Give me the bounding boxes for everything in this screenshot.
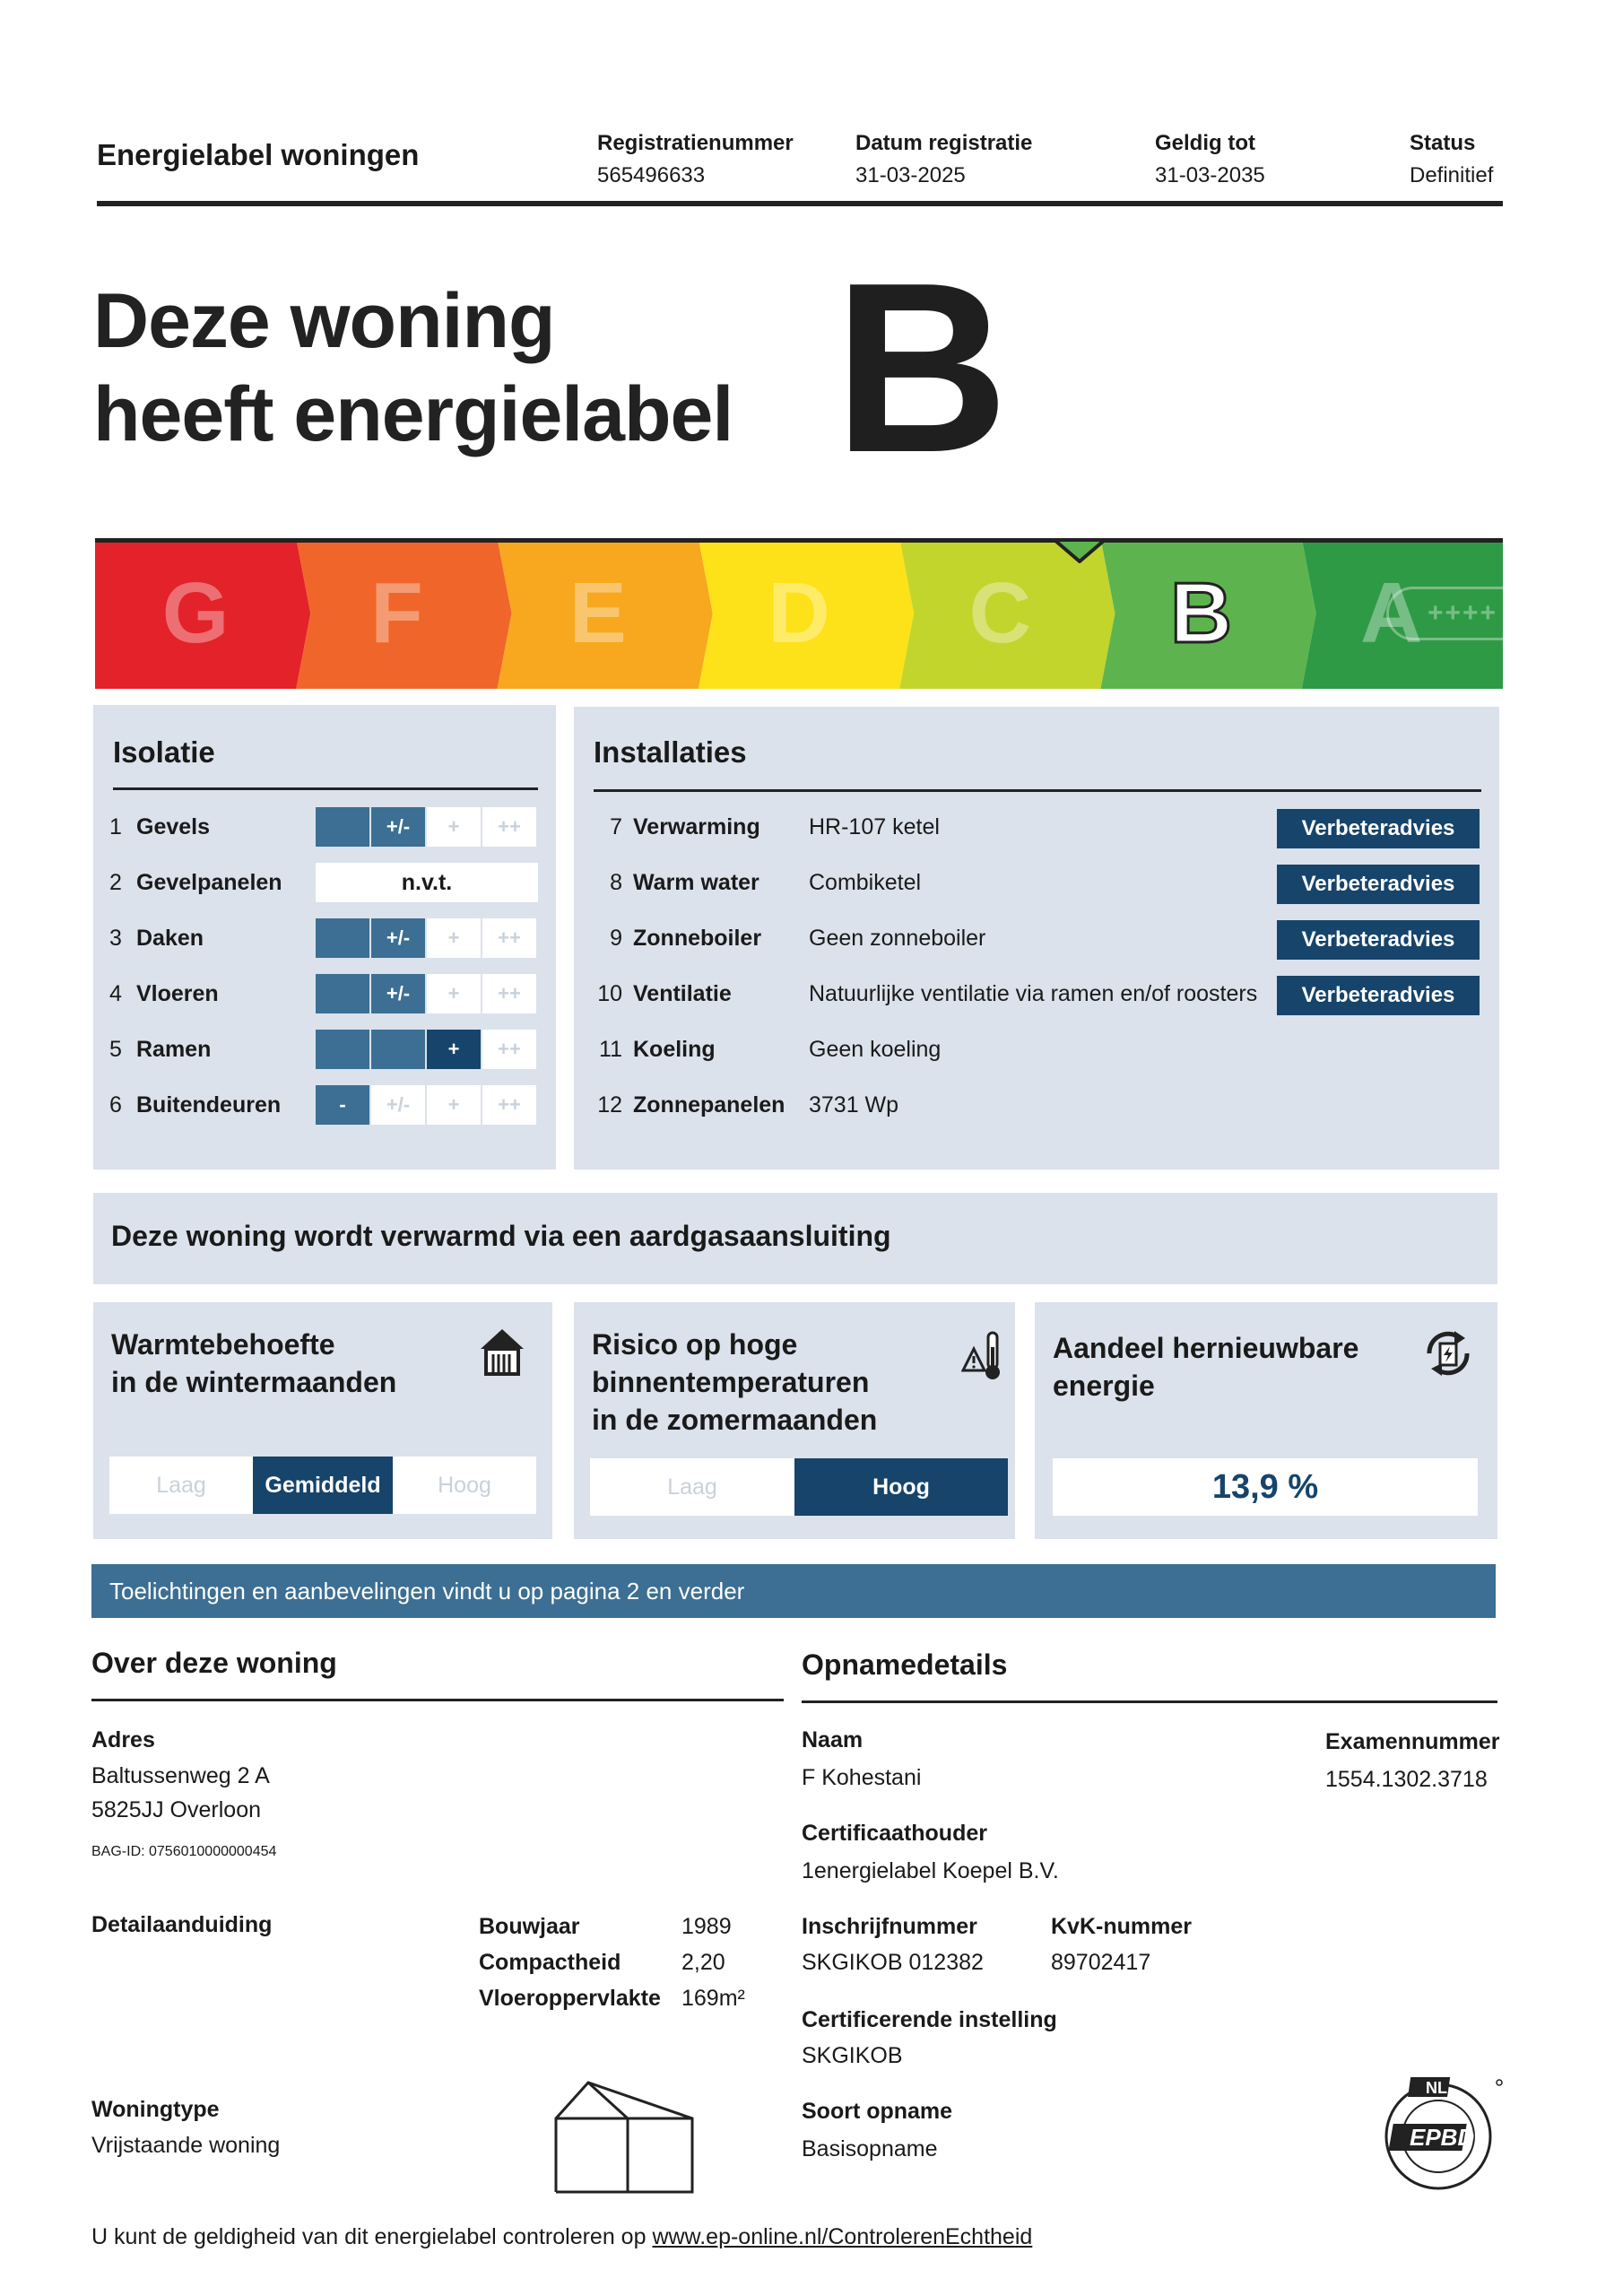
- installatie-row: [592, 918, 985, 958]
- header-divider: [97, 201, 1503, 206]
- scale-letter-d: D: [768, 565, 830, 661]
- isolatie-row: [109, 863, 282, 902]
- isolatie-row-label: Gevelpanelen: [136, 869, 282, 895]
- isolatie-row-number: 1: [109, 813, 122, 839]
- warmte-level-laag: Laag: [109, 1457, 253, 1514]
- isolatie-meter: [316, 1030, 538, 1069]
- isolatie-meter-cell: [316, 1030, 369, 1069]
- installatie-row-number: 12: [597, 1091, 622, 1118]
- isolatie-row-label: Ramen: [136, 1036, 212, 1062]
- installatie-row-number: 11: [599, 1036, 622, 1062]
- heating-note-panel: [93, 1193, 1497, 1284]
- energy-scale: [95, 538, 1503, 689]
- adres-line-2: 5825JJ Overloon: [91, 1797, 262, 1822]
- warmtebehoefte-title-line-2: in de wintermaanden: [111, 1366, 397, 1398]
- hernieuwbaar-panel: [1035, 1302, 1497, 1539]
- isolatie-meter-cell: +/-: [371, 807, 425, 847]
- installatie-row-number: 10: [597, 980, 622, 1006]
- registration-date: 31-03-2025: [855, 163, 966, 187]
- installatie-row: [592, 863, 921, 902]
- instelling-label: Certificerende instelling: [802, 2007, 1057, 2032]
- woningtype-value: Vrijstaande woning: [91, 2133, 281, 2158]
- isolatie-meter-cell: +: [427, 807, 481, 847]
- certificaathouder-value: 1energielabel Koepel B.V.: [802, 1858, 1059, 1883]
- isolatie-title: Isolatie: [113, 735, 215, 769]
- warmtebehoefte-title: [111, 1326, 396, 1401]
- isolatie-row-label: Gevels: [136, 813, 211, 839]
- isolatie-meter-cell: ++: [482, 807, 536, 847]
- inschrijfnummer-value: SKGIKOB 012382: [802, 1950, 984, 1975]
- isolatie-meter-cell: [316, 974, 369, 1013]
- headline-line-1: Deze woning: [93, 278, 555, 364]
- valid-until-label: Geldig tot: [1155, 131, 1255, 155]
- isolatie-meter-cell: +/-: [371, 974, 425, 1013]
- warmtebehoefte-panel: [93, 1302, 552, 1539]
- installatie-row-label: Warm water: [633, 869, 759, 895]
- isolatie-row-number: 6: [109, 1091, 122, 1118]
- isolatie-row-number: 4: [109, 980, 122, 1006]
- registration-date-label: Datum registratie: [855, 131, 1033, 155]
- verification-link[interactable]: www.ep-online.nl/ControlerenEchtheid: [652, 2224, 1033, 2249]
- adres-label: Adres: [91, 1727, 155, 1752]
- warmtebehoefte-scale: [109, 1457, 536, 1514]
- examennummer-label: Examennummer: [1325, 1729, 1500, 1754]
- epbd-logo: [1374, 2072, 1508, 2197]
- installatie-row: [592, 1085, 898, 1125]
- installaties-divider: [594, 789, 1481, 792]
- adres-line-1: Baltussenweg 2 A: [91, 1763, 270, 1788]
- over-woning-title: Over deze woning: [91, 1647, 337, 1679]
- bouwjaar-value: 1989: [681, 1914, 732, 1939]
- scale-letter-e: E: [568, 565, 627, 661]
- isolatie-row-label: Buitendeuren: [136, 1091, 282, 1118]
- installatie-row: [592, 1030, 941, 1069]
- isolatie-meter: [316, 1085, 538, 1125]
- isolatie-nvt: n.v.t.: [316, 863, 538, 902]
- vloeroppervlakte-value: 169m²: [681, 1986, 745, 2011]
- registration-date-block: [855, 127, 1032, 192]
- document-title: Energielabel woningen: [97, 138, 420, 171]
- isolatie-meter-cell: ++: [482, 1030, 536, 1069]
- detailaanduiding-label: Detailaanduiding: [91, 1912, 273, 1937]
- isolatie-row-label: Daken: [136, 925, 204, 951]
- warmtebehoefte-title-line-1: Warmtebehoefte: [111, 1328, 335, 1361]
- kvk-label: KvK-nummer: [1051, 1914, 1192, 1939]
- scale-a-plus-badge: ++++: [1386, 587, 1539, 640]
- hernieuwbaar-title-line-1: Aandeel hernieuwbare: [1053, 1332, 1359, 1364]
- scale-letter-a: A: [1360, 565, 1423, 661]
- valid-until: 31-03-2035: [1155, 163, 1265, 187]
- risico-title-line-2: binnentemperaturen: [592, 1366, 870, 1398]
- isolatie-meter-cell: [316, 918, 369, 958]
- inschrijfnummer-label: Inschrijfnummer: [802, 1914, 977, 1939]
- installaties-panel: [574, 707, 1499, 1170]
- installatie-row-number: 7: [610, 813, 622, 839]
- scale-letter-b: B: [1169, 565, 1233, 661]
- verbeteradvies-button[interactable]: Verbeteradvies: [1277, 809, 1480, 848]
- headline-line-2: heeft energielabel: [93, 371, 733, 457]
- risico-panel: [574, 1302, 1015, 1539]
- installatie-row-label: Ventilatie: [633, 980, 732, 1006]
- status-block: [1410, 127, 1493, 192]
- isolatie-row-number: 5: [109, 1036, 122, 1062]
- installatie-row-value: HR-107 ketel: [809, 813, 940, 839]
- soort-opname-label: Soort opname: [802, 2099, 953, 2124]
- isolatie-meter-cell: ++: [482, 1085, 536, 1125]
- epbd-logo-text: EPBD: [1410, 2124, 1475, 2151]
- soort-opname-value: Basisopname: [802, 2136, 938, 2161]
- isolatie-meter-cell: +: [427, 1085, 481, 1125]
- installatie-row-value: Natuurlijke ventilatie via ramen en/of roosters: [809, 980, 1258, 1006]
- risico-level-hoog: Hoog: [794, 1458, 1008, 1516]
- warning-thermometer-icon: [961, 1329, 1004, 1383]
- installatie-row-label: Koeling: [633, 1036, 716, 1062]
- kvk-value: 89702417: [1051, 1950, 1151, 1975]
- naam-label: Naam: [802, 1727, 864, 1752]
- risico-title: [592, 1326, 877, 1439]
- info-banner: Toelichtingen en aanbevelingen vindt u op pagina 2 en verder: [91, 1564, 1496, 1618]
- heating-note: Deze woning wordt verwarmd via een aardgasaansluiting: [111, 1220, 891, 1252]
- vloeroppervlakte-label: Vloeroppervlakte: [479, 1986, 661, 2011]
- footer-note: [91, 2224, 1032, 2250]
- installatie-row-label: Zonneboiler: [633, 925, 762, 951]
- examennummer-value: 1554.1302.3718: [1325, 1767, 1488, 1792]
- installatie-row-number: 9: [610, 925, 622, 951]
- isolatie-panel: [93, 705, 556, 1170]
- installatie-row-value: Geen koeling: [809, 1036, 942, 1062]
- house-heating-icon: [479, 1327, 525, 1376]
- installatie-row-number: 8: [610, 869, 622, 895]
- isolatie-meter-cell: -: [316, 1085, 369, 1125]
- bag-id: BAG-ID: 0756010000000454: [91, 1844, 277, 1859]
- isolatie-meter-cell: +: [427, 1030, 481, 1069]
- woningtype-label: Woningtype: [91, 2097, 220, 2122]
- hernieuwbaar-value: 13,9 %: [1053, 1458, 1478, 1516]
- installatie-row: [592, 807, 940, 847]
- isolatie-row-number: 3: [109, 925, 122, 951]
- installatie-row-value: Combiketel: [809, 869, 922, 895]
- isolatie-meter: [316, 974, 538, 1013]
- energy-scale-top-rule: [95, 538, 1503, 543]
- installatie-row: [592, 974, 1257, 1013]
- energy-label-letter: B: [834, 233, 1009, 503]
- isolatie-row: [109, 807, 210, 847]
- isolatie-meter-cell: +: [427, 918, 481, 958]
- isolatie-row: [109, 1085, 281, 1125]
- isolatie-meter-cell: +/-: [371, 1085, 425, 1125]
- isolatie-meter-cell: [316, 807, 369, 847]
- isolatie-meter-cell: +/-: [371, 918, 425, 958]
- warmte-level-hoog: Hoog: [393, 1457, 536, 1514]
- risico-scale: [590, 1458, 1008, 1516]
- compactheid-value: 2,20: [681, 1950, 725, 1975]
- footer-text: U kunt de geldigheid van dit energielabel controleren op: [91, 2224, 653, 2249]
- epbd-logo-nl: NL: [1426, 2079, 1447, 2097]
- isolatie-meter: [316, 807, 538, 847]
- status-label: Status: [1410, 131, 1476, 155]
- isolatie-row-label: Vloeren: [136, 980, 219, 1006]
- isolatie-meter-cell: +: [427, 974, 481, 1013]
- installatie-row-label: Zonnepanelen: [633, 1091, 785, 1118]
- naam-value: F Kohestani: [802, 1765, 922, 1790]
- hernieuwbaar-title: [1053, 1329, 1358, 1405]
- isolatie-row: [109, 1030, 211, 1069]
- certificaathouder-label: Certificaathouder: [802, 1821, 987, 1846]
- over-woning-divider: [91, 1699, 784, 1701]
- warmte-level-gemiddeld: Gemiddeld: [253, 1457, 393, 1514]
- hernieuwbaar-title-line-2: energie: [1053, 1370, 1155, 1402]
- risico-title-line-1: Risico op hoge: [592, 1328, 798, 1361]
- status-value: Definitief: [1410, 163, 1494, 187]
- risico-level-laag: Laag: [590, 1458, 794, 1516]
- scale-letter-g: G: [161, 565, 230, 661]
- detached-house-icon: [552, 2077, 696, 2196]
- opname-title: Opnamedetails: [802, 1648, 1008, 1681]
- registration-number-block: [597, 127, 794, 192]
- scale-letter-f: F: [370, 565, 423, 661]
- valid-until-block: [1155, 127, 1265, 192]
- isolatie-meter-cell: [371, 1030, 425, 1069]
- bouwjaar-label: Bouwjaar: [479, 1914, 580, 1939]
- scale-letter-c: C: [968, 565, 1031, 661]
- verbeteradvies-button[interactable]: Verbeteradvies: [1277, 865, 1480, 904]
- isolatie-meter-cell: ++: [482, 918, 536, 958]
- compactheid-label: Compactheid: [479, 1950, 621, 1975]
- registration-number-label: Registratienummer: [597, 131, 794, 155]
- instelling-value: SKGIKOB: [802, 2043, 903, 2068]
- isolatie-row: [109, 918, 204, 958]
- installatie-row-value: 3731 Wp: [809, 1091, 899, 1118]
- renewable-energy-icon: [1419, 1324, 1478, 1383]
- opname-divider: [802, 1700, 1497, 1703]
- verbeteradvies-button[interactable]: Verbeteradvies: [1277, 920, 1480, 960]
- isolatie-meter-cell: ++: [482, 974, 536, 1013]
- isolatie-divider: [113, 787, 538, 790]
- installaties-title: Installaties: [594, 735, 747, 769]
- isolatie-row: [109, 974, 219, 1013]
- headline: [93, 274, 733, 461]
- verbeteradvies-button[interactable]: Verbeteradvies: [1277, 976, 1480, 1015]
- isolatie-row-number: 2: [109, 869, 122, 895]
- registration-number: 565496633: [597, 163, 706, 187]
- isolatie-meter: [316, 918, 538, 958]
- installatie-row-label: Verwarming: [633, 813, 760, 839]
- installatie-row-value: Geen zonneboiler: [809, 925, 986, 951]
- active-class-pointer-icon: [1055, 536, 1105, 563]
- risico-title-line-3: in de zomermaanden: [592, 1404, 878, 1436]
